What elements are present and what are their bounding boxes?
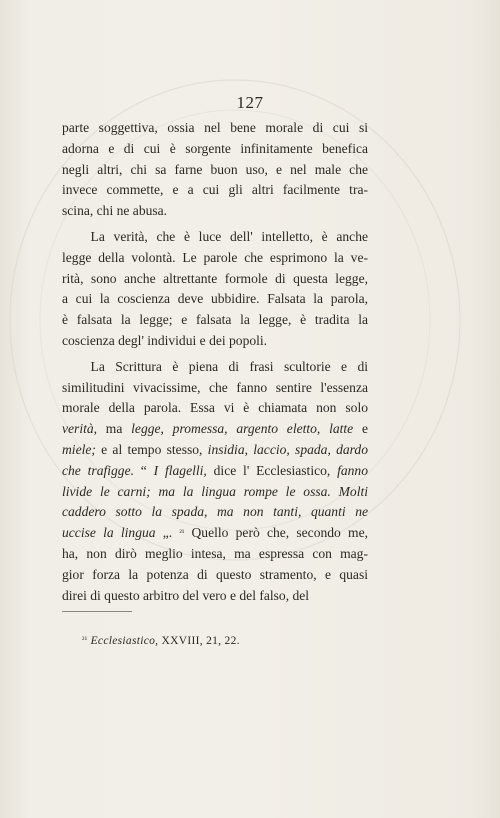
text-line [62, 461, 368, 482]
text-run: a cui la coscienza deve ubbidire. Falsata la parola, [62, 291, 368, 307]
italic-run: che trafigge. [62, 462, 134, 478]
text-line [62, 139, 368, 160]
italic-run: fanno [337, 462, 368, 478]
text-run: scina, chi ne abusa. [62, 203, 168, 219]
text-run: dice l' Ecclesiastico, [206, 462, 338, 478]
page-number: 127 [236, 93, 264, 112]
text-line [62, 289, 368, 310]
text-run: ma [97, 421, 132, 437]
italic-run: livide le carni; ma la lingua rompe le ossa. Molti [62, 483, 368, 499]
text-line [62, 440, 368, 461]
footnote-reference-mark: ²¹ [179, 528, 185, 538]
footnote-reference: XXVIII, 21, 22. [161, 635, 240, 647]
text-line [62, 586, 368, 607]
footnote-mark: ²¹ [82, 635, 88, 644]
text-run: “ [133, 462, 154, 478]
text-run: invece commette, e a cui gli altri facilmente tra- [62, 182, 368, 198]
italic-run: I flagelli, [153, 462, 207, 478]
text-run: rità, sono anche altrettante formole di questa legge, [62, 270, 368, 286]
text-line [62, 419, 368, 440]
text-run: e [353, 421, 368, 437]
text-line [62, 482, 368, 503]
text-run: ha, non dirò meglio intesa, ma espressa con mag- [62, 545, 368, 561]
italic-run: verità, [62, 421, 98, 437]
text-line [62, 269, 368, 290]
footnote [82, 635, 240, 647]
text-line [62, 502, 368, 523]
text-line [62, 227, 368, 248]
text-run: direi di questo arbitro del vero e del falso, del [62, 587, 310, 603]
body-text [62, 118, 368, 606]
text-run: La Scrittura è piena di frasi scultorie e di [90, 358, 368, 374]
italic-run: uccise la lingua [62, 525, 156, 541]
italic-run: legge, promessa, argento eletto, latte [131, 421, 354, 437]
text-line [62, 544, 368, 565]
text-line [62, 331, 368, 352]
text-run: adorna e di cui è sorgente infinitamente benefica [62, 140, 368, 156]
text-line [62, 523, 368, 544]
text-line [62, 565, 368, 586]
footnote-rule [62, 611, 132, 612]
text-run: e al tempo stesso, [95, 441, 208, 457]
text-line [62, 180, 368, 201]
italic-run: insidia, laccio, spada, dardo [207, 441, 368, 457]
text-run: Quello però che, secondo me, [184, 525, 369, 541]
text-line [62, 378, 368, 399]
text-run: La verità, che è luce dell' intelletto, è anche [90, 228, 368, 244]
text-line [62, 310, 368, 331]
text-line [62, 398, 368, 419]
text-run: gior forza la potenza di questo stramento, e quasi [62, 566, 368, 582]
text-run: similitudini vivacissime, che fanno sentire l'essenza [62, 379, 368, 395]
text-line [62, 118, 368, 139]
text-run: „. [155, 525, 180, 541]
text-line [62, 357, 368, 378]
text-line [62, 160, 368, 181]
text-line [62, 248, 368, 269]
text-run: morale della parola. Essa vi è chiamata non solo [62, 400, 368, 416]
text-run: parte soggettiva, ossia nel bene morale di cui si [62, 120, 368, 135]
text-line [62, 201, 368, 222]
italic-run: caddero sotto la spada, ma non tanti, quanti ne [62, 504, 368, 520]
italic-run: miele; [62, 441, 96, 457]
text-run: coscienza degl' individui e dei popoli. [62, 332, 268, 348]
text-run: è falsata la legge; e falsata la legge, è tradita la [62, 312, 368, 328]
footnote-source: Ecclesiastico, [90, 635, 159, 647]
text-run: negli altri, chi sa farne buon uso, e nel male che [62, 161, 368, 177]
text-run: legge della volontà. Le parole che esprimono la ve- [62, 249, 368, 265]
